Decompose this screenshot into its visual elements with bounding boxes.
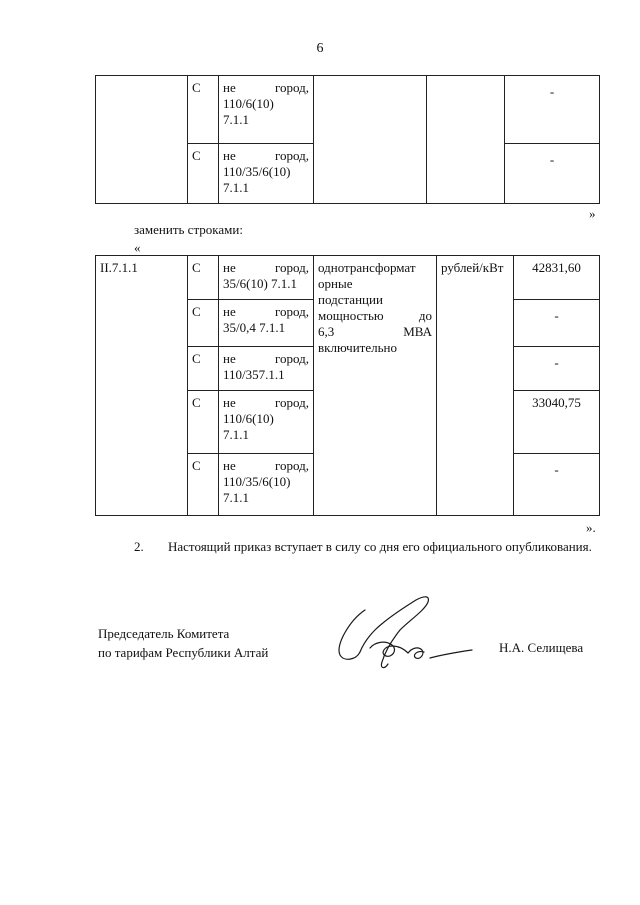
- value-cell: -: [514, 347, 600, 391]
- unit-cell: рублей/кВт: [437, 256, 514, 516]
- page-number: 6: [316, 41, 324, 56]
- category-cell: С: [188, 76, 219, 144]
- location-cell: не город, 110/357.1.1: [219, 347, 314, 391]
- value-cell: -: [514, 454, 600, 516]
- handwritten-signature: [330, 590, 480, 680]
- location-cell: не город, 110/35/6(10) 7.1.1: [219, 144, 314, 204]
- category-cell: С: [188, 256, 219, 300]
- code-cell: II.7.1.1: [96, 256, 188, 516]
- new-rows-table: [95, 255, 600, 516]
- description-cell: однотрансформат орные подстанции мощностью до 6,3 МВА включительно: [314, 256, 437, 516]
- category-cell: С: [188, 454, 219, 516]
- old-rows-table: [95, 75, 600, 204]
- location-cell: не город, 110/6(10) 7.1.1: [219, 391, 314, 454]
- value-cell: -: [514, 300, 600, 347]
- location-cell: не город, 110/6(10) 7.1.1: [219, 76, 314, 144]
- opening-quote: «: [134, 240, 141, 255]
- closing-quote-period: ».: [586, 520, 596, 535]
- location-cell: не город, 35/0,4 7.1.1: [219, 300, 314, 347]
- paragraph-number: 2.: [134, 539, 144, 554]
- paragraph-text: Настоящий приказ вступает в силу со дня его официального опубликования.: [168, 539, 592, 554]
- replace-with-text: заменить строками:: [134, 222, 243, 237]
- category-cell: С: [188, 391, 219, 454]
- signatory-title-line1: Председатель Комитета: [98, 626, 230, 641]
- value-cell: 33040,75: [514, 391, 600, 454]
- category-cell: С: [188, 347, 219, 391]
- signatory-title-line2: по тарифам Республики Алтай: [98, 645, 269, 660]
- category-cell: С: [188, 300, 219, 347]
- value-cell: -: [505, 76, 600, 144]
- table-row: [96, 76, 600, 144]
- signatory-name: Н.А. Селищева: [499, 640, 584, 655]
- table-row: [96, 256, 600, 300]
- location-cell: не город, 35/6(10) 7.1.1: [219, 256, 314, 300]
- code-cell-empty: [96, 76, 188, 204]
- unit-cell-empty: [427, 76, 505, 204]
- location-cell: не город, 110/35/6(10) 7.1.1: [219, 454, 314, 516]
- value-cell: 42831,60: [514, 256, 600, 300]
- value-cell: -: [505, 144, 600, 204]
- closing-quote: »: [589, 206, 596, 221]
- category-cell: С: [188, 144, 219, 204]
- description-cell-empty: [314, 76, 427, 204]
- signatory-title: [98, 624, 268, 662]
- paragraph-2: [98, 537, 600, 556]
